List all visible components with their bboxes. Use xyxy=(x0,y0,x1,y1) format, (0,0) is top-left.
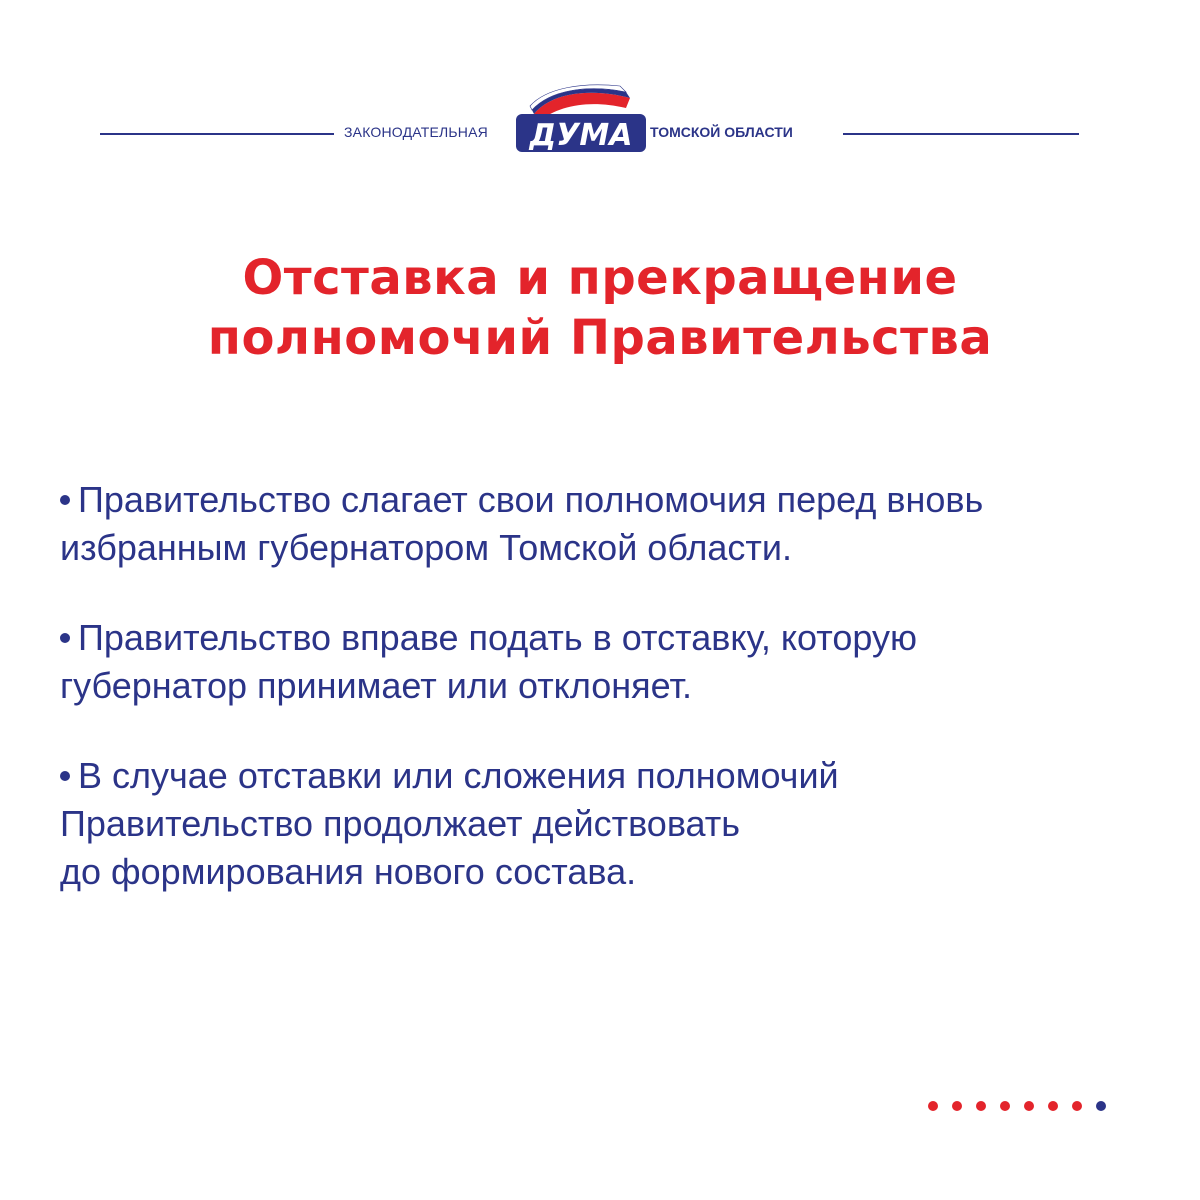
bullet-line xyxy=(60,752,1140,800)
bullet-item xyxy=(60,614,1140,710)
bullet-line: избранным губернатором Томской области. xyxy=(60,527,792,568)
pagination-dot xyxy=(952,1101,962,1111)
bullet-text: Правительство слагает свои полномочия перед вновь xyxy=(78,479,984,520)
bullet-dot-icon xyxy=(60,633,70,643)
pagination-dots xyxy=(928,1101,1106,1113)
bullet-line xyxy=(60,614,1140,662)
header-divider-left xyxy=(100,133,334,135)
pagination-dot xyxy=(1024,1101,1034,1111)
bullet-line: Правительство продолжает действовать xyxy=(60,803,741,844)
duma-logo-icon xyxy=(512,84,652,160)
pagination-dot xyxy=(976,1101,986,1111)
header-left-text: ЗАКОНОДАТЕЛЬНАЯ xyxy=(344,124,488,140)
bullet-line xyxy=(60,476,1140,524)
bullet-list xyxy=(60,476,1140,938)
pagination-dot xyxy=(928,1101,938,1111)
bullet-dot-icon xyxy=(60,771,70,781)
bullet-line: до формирования нового состава. xyxy=(60,851,637,892)
pagination-dot xyxy=(1000,1101,1010,1111)
pagination-dot xyxy=(1072,1101,1082,1111)
bullet-line: губернатор принимает или отклоняет. xyxy=(60,665,692,706)
pagination-dot xyxy=(1048,1101,1058,1111)
bullet-item xyxy=(60,476,1140,572)
bullet-dot-icon xyxy=(60,495,70,505)
bullet-item xyxy=(60,752,1140,896)
bullet-text: Правительство вправе подать в отставку, которую xyxy=(78,617,918,658)
logo-text: ДУМА xyxy=(529,118,633,153)
bullet-text: В случае отставки или сложения полномочий xyxy=(78,755,839,796)
header-right-text: ТОМСКОЙ ОБЛАСТИ xyxy=(650,124,793,140)
title-line-1: Отставка и прекращение xyxy=(242,250,958,306)
pagination-dot-active xyxy=(1096,1101,1106,1111)
header-divider-right xyxy=(843,133,1079,135)
title-line-2: полномочий Правительства xyxy=(207,310,993,366)
page-title xyxy=(100,248,1100,368)
